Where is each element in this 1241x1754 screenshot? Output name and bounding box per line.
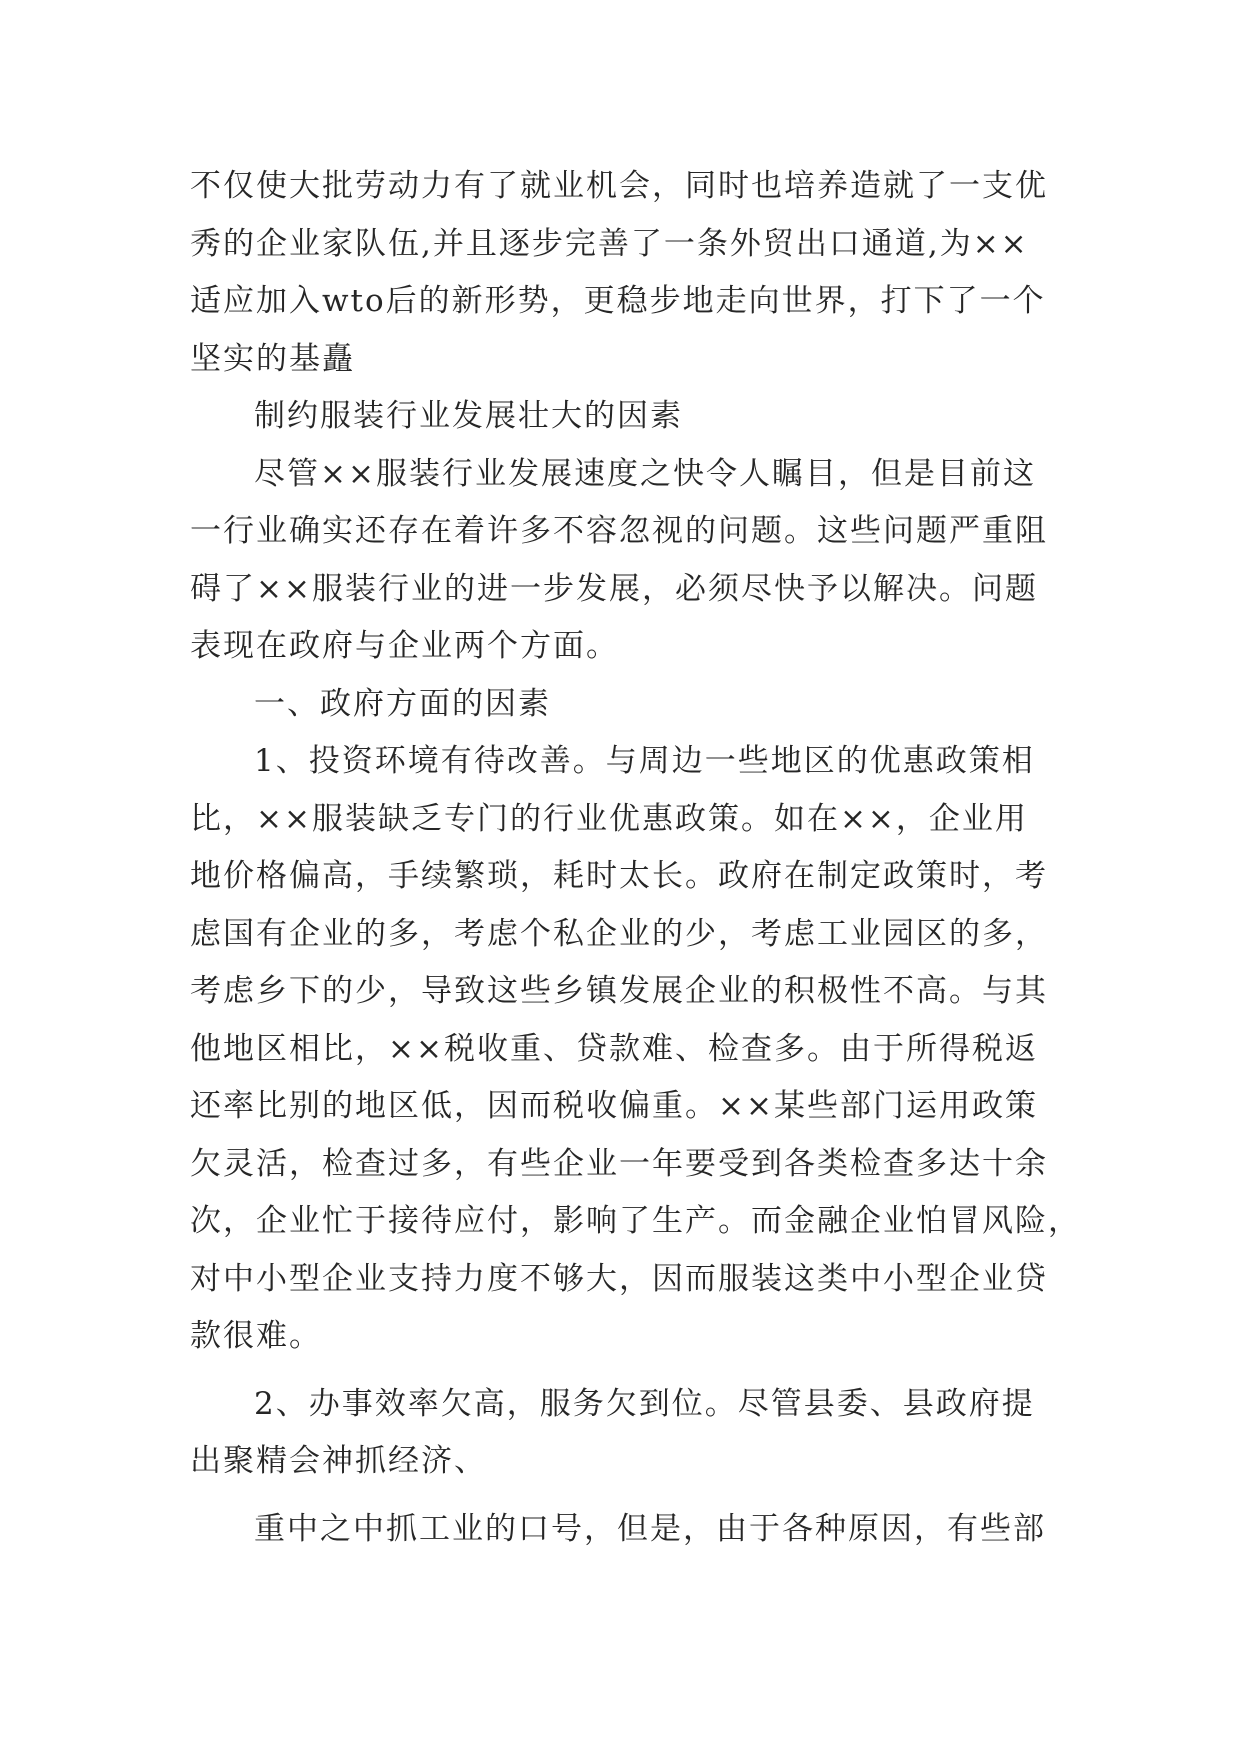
text-line: 比，××服装缺乏专门的行业优惠政策。如在××，企业用 <box>190 800 1028 837</box>
text-line: 2、办事效率欠高，服务欠到位。尽管县委、县政府提 <box>254 1385 1035 1422</box>
text-line: 重中之中抓工业的口号，但是，由于各种原因，有些部 <box>254 1510 1046 1547</box>
text-line: 不仅使大批劳动力有了就业机会，同时也培养造就了一支优 <box>190 168 1048 204</box>
text-line: 碍了××服装行业的进一步发展，必须尽快予以解决。问题 <box>190 570 1038 607</box>
text-line: 款很难。 <box>190 1318 322 1354</box>
text-line: 坚实的基矗 <box>190 340 355 377</box>
paragraph-gap <box>190 1366 1050 1376</box>
text-line: 地价格偏高，手续繁琐，耗时太长。政府在制定政策时，考 <box>190 858 1048 894</box>
text-line: 考虑乡下的少，导致这些乡镇发展企业的积极性不高。与其 <box>190 973 1048 1009</box>
text-line: 次，企业忙于接待应付，影响了生产。而金融企业怕冒风险， <box>190 1203 1081 1239</box>
document-body <box>190 158 1081 1558</box>
text-line: 1、投资环境有待改善。与周边一些地区的优惠政策相 <box>254 743 1035 779</box>
text-line: 适应加入wto后的新形势，更稳步地走向世界，打下了一个 <box>190 283 1046 319</box>
text-line: 虑国有企业的多，考虑个私企业的少，考虑工业园区的多， <box>190 915 1048 952</box>
text-line: 秀的企业家队伍,并且逐步完善了一条外贸出口通道,为×× <box>190 225 1029 262</box>
text-line: 出聚精会神抓经济、 <box>190 1443 487 1479</box>
text-line: 表现在政府与企业两个方面。 <box>190 628 619 664</box>
text-line: 还率比别的地区低，因而税收偏重。××某些部门运用政策 <box>190 1088 1038 1124</box>
text-line: 欠灵活，检查过多，有些企业一年要受到各类检查多达十余 <box>190 1145 1048 1182</box>
text-line: 对中小型企业支持力度不够大，因而服装这类中小型企业贷 <box>190 1260 1048 1297</box>
text-line: 他地区相比，××税收重、贷款难、检查多。由于所得税返 <box>190 1030 1038 1067</box>
section-heading: 制约服装行业发展壮大的因素 <box>254 398 683 434</box>
section-heading: 一、政府方面的因素 <box>254 685 551 722</box>
paragraph-gap <box>190 1491 1050 1501</box>
text-line: 尽管××服装行业发展速度之快令人瞩目，但是目前这 <box>254 455 1036 492</box>
text-line: 一行业确实还存在着许多不容忽视的问题。这些问题严重阻 <box>190 513 1048 549</box>
